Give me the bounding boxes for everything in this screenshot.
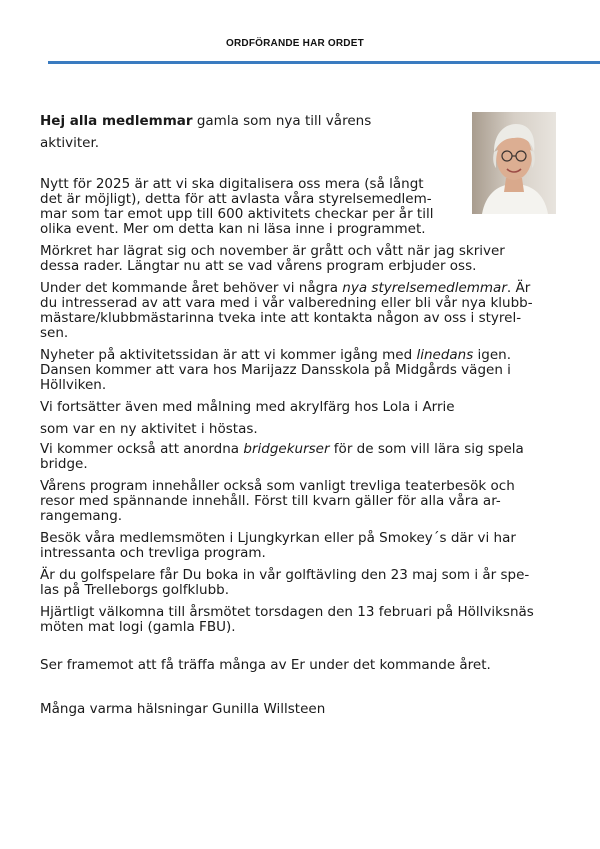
paragraph-digital-line: olika event. Mer om detta kan ni läsa inne i programmet. [40, 221, 426, 237]
paragraph-annual-line: möten mat logi (gamla FBU). [40, 619, 236, 635]
paragraph-program-line: resor med spännande innehåll. Först till kvarn gäller för alla våra ar- [40, 493, 501, 509]
paragraph-painting-2: som var en ny aktivitet i höstas. [40, 421, 258, 437]
paragraph-program-line: rangemang. [40, 508, 123, 524]
paragraph-golf-line: Är du golfspelare får Du boka in vår golftävling den 23 maj som i år spe- [40, 567, 530, 583]
paragraph-news-line: Höllviken. [40, 377, 107, 393]
board-text: . Är [506, 280, 531, 296]
page-title: ORDFÖRANDE HAR ORDET [226, 38, 364, 49]
paragraph-bridge-line [40, 442, 524, 458]
paragraph-program-line: Vårens program innehåller också som vanligt trevliga teaterbesök och [40, 478, 515, 494]
paragraph-digital-line: det är möjligt), detta för att avlasta våra styrelsemedlem- [40, 191, 432, 207]
paragraph-news-line: Dansen kommer att vara hos Marijazz Dansskola på Midgårds vägen i [40, 362, 511, 378]
paragraph-digital-line: Nytt för 2025 är att vi ska digitalisera oss mera (så långt [40, 176, 424, 192]
greeting-line-2: aktiviter. [40, 135, 100, 151]
greeting-bold: Hej alla medlemmar [40, 113, 193, 129]
board-text: Under det kommande året behöver vi några [40, 280, 343, 296]
bridge-emphasis: bridgekurser [243, 441, 330, 457]
paragraph-golf-line: las på Trelleborgs golfklubb. [40, 582, 230, 598]
board-emphasis: nya styrelsemedlemmar [342, 280, 507, 296]
paragraph-painting: Vi fortsätter även med målning med akrylfärg hos Lola i Arrie [40, 399, 455, 415]
bridge-text: Vi kommer också att anordna [40, 441, 244, 457]
paragraph-dark-line: dessa rader. Längtar nu att se vad vårens program erbjuder oss. [40, 258, 477, 274]
greeting-text: gamla som nya till vårens [192, 113, 372, 129]
chairperson-photo [472, 112, 556, 214]
paragraph-board-line: sen. [40, 325, 69, 341]
greeting-line [40, 114, 371, 130]
news-emphasis: linedans [416, 347, 474, 363]
news-text: Nyheter på aktivitetssidan är att vi kommer igång med [40, 347, 417, 363]
paragraph-digital-line: mar som tar emot upp till 600 aktivitets checkar per år till [40, 206, 434, 222]
paragraph-meetings-line: Besök våra medlemsmöten i Ljungkyrkan eller på Smokey´s där vi har [40, 530, 516, 546]
paragraph-closing: Ser framemot att få träffa många av Er under det kommande året. [40, 657, 491, 673]
paragraph-dark-line: Mörkret har lägrat sig och november är grått och vått när jag skriver [40, 243, 505, 259]
paragraph-meetings-line: intressanta och trevliga program. [40, 545, 266, 561]
paragraph-board-line: du intresserad av att vara med i vår valberedning eller bli vår nya klubb- [40, 295, 533, 311]
paragraph-annual-line: Hjärtligt välkomna till årsmötet torsdagen den 13 februari på Höllviksnäs [40, 604, 534, 620]
header-divider [48, 61, 600, 64]
bridge-text: för de som vill lära sig spela [329, 441, 524, 457]
paragraph-bridge-line: bridge. [40, 456, 88, 472]
signature: Många varma hälsningar Gunilla Willsteen [40, 701, 326, 717]
news-text: igen. [473, 347, 512, 363]
paragraph-board-line: mästare/klubbmästarinna tveka inte att kontakta någon av oss i styrel- [40, 310, 522, 326]
